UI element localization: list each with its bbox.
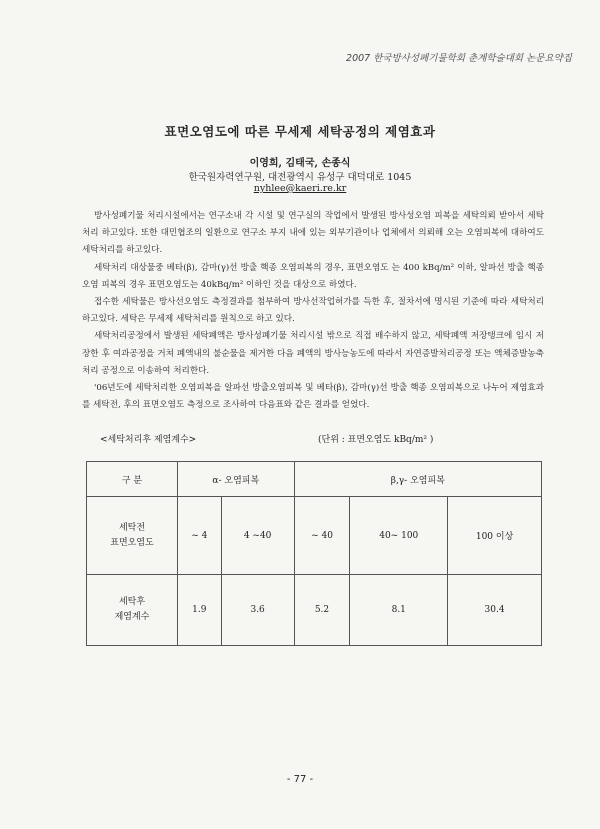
table-cell: 8.1 xyxy=(350,575,448,646)
header-category: 구 분 xyxy=(87,462,178,497)
table-cell: 1.9 xyxy=(178,575,222,646)
paragraph: 세탁처리 대상물중 베타(β), 감마(γ)선 방출 핵종 오염피복의 경우, 표면오염도 는 400 kBq/m² 이하, 알파선 방출 핵종오염 피복의 경우 표면오염도는 40kBq/m² 이하인 것을 대상으로 하였다. xyxy=(82,262,544,290)
header-alpha-group: α- 오염피복 xyxy=(178,462,295,497)
table-cell: 40~ 100 xyxy=(350,497,448,575)
table-header-row xyxy=(87,462,542,497)
proceedings-header: 2007 한국방사성폐기물학회 춘계학술대회 논문요약집 xyxy=(346,53,572,64)
table-cell: ~ 4 xyxy=(178,497,222,575)
affiliation: 한국원자력연구원, 대전광역시 유성구 대덕대로 1045 xyxy=(188,172,412,183)
paragraph: 세탁처리공정에서 발생된 세탁폐액은 방사성폐기물 처리시설 밖으로 직접 배수하지 않고, 세탁폐액 저장탱크에 임시 저장한 후 여과공정을 거쳐 폐액내의 불순물을 제거한 다음 폐액의 방사능농도에 따라서 자연증발처리공정 또는 액체증발농축처리 공정으로 이송하여 처리한다. xyxy=(82,331,544,376)
page-number: - 77 - xyxy=(286,774,314,785)
paragraph: '06년도에 세탁처리한 오염피복을 알파선 방출오염피복 및 베타(β), 감마(γ)선 방출 핵종 오염피복으로 나누어 제염효과를 세탁전, 후의 표면오염도 측정으로 조사하여 다음표와 같은 결과를 얻었다. xyxy=(82,383,544,411)
author-email[interactable]: nyhlee@kaeri.re.kr xyxy=(253,183,347,194)
paragraph: 방사성폐기물 처리시설에서는 연구소내 각 시설 및 연구실의 작업에서 발생된 방사성오염 피복을 세탁의뢰 받아서 세탁처리 하고있다. 또한 대민협조의 일환으로 연구소 부지 내에 있는 외부기관이나 업체에서 의뢰해 오는 오염피복에 대하여도 세탁처리를 하고있다. xyxy=(82,211,544,256)
table-cell: 4 ~40 xyxy=(221,497,294,575)
table-caption: <세탁처리후 제염계수> xyxy=(100,435,197,445)
table-cell: ~ 40 xyxy=(294,497,350,575)
table-unit: (단위 : 표면오염도 kBq/m² ) xyxy=(318,435,434,445)
table-cell: 100 이상 xyxy=(448,497,542,575)
header-beta-gamma-group: β,γ- 오염피복 xyxy=(294,462,541,497)
table-row xyxy=(87,575,542,646)
table-cell: 5.2 xyxy=(294,575,350,646)
row-label-before: 세탁전 표면오염도 xyxy=(87,497,178,575)
abstract-body xyxy=(82,208,544,414)
paragraph: 접수한 세탁물은 방사선오염도 측정결과를 첨부하여 방사선작업허가를 득한 후, 절차서에 명시된 기준에 따라 세탁처리 하고있다. 세탁은 무세제 세탁처리를 원칙으로 하고 있다. xyxy=(82,297,544,325)
paper-title: 표면오염도에 따른 무세제 세탁공정의 제염효과 xyxy=(164,124,436,139)
table-cell: 30.4 xyxy=(448,575,542,646)
table-cell: 3.6 xyxy=(221,575,294,646)
table-row xyxy=(87,497,542,575)
decontamination-table xyxy=(86,461,542,646)
row-label-after: 세탁후 제염계수 xyxy=(87,575,178,646)
author-list: 이영희, 김태국, 손종식 xyxy=(249,158,351,169)
